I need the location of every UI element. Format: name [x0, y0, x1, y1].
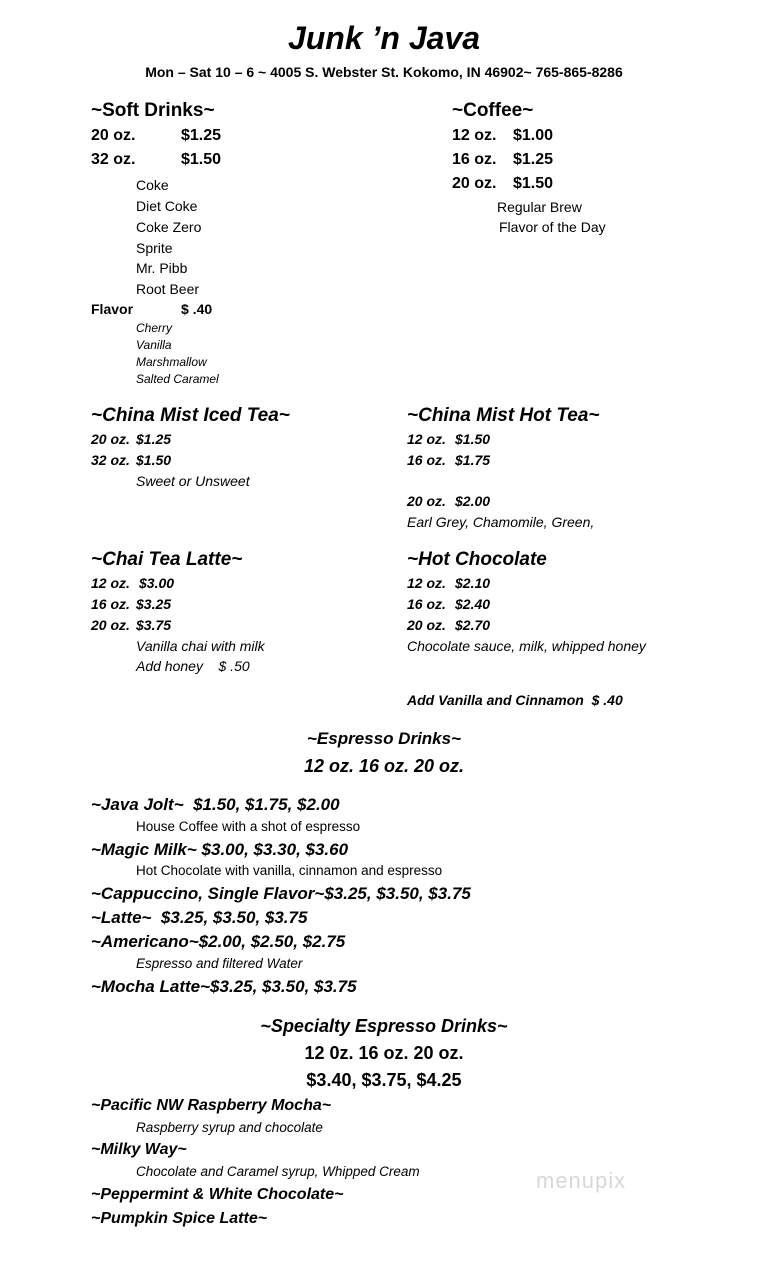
soft-price: $1.50 — [181, 151, 222, 168]
coffee-price: $1.25 — [513, 151, 554, 168]
hot-chocolate-heading: ~Hot Chocolate — [407, 549, 547, 570]
soft-size: 20 oz. — [91, 127, 136, 144]
espresso-item: ~Magic Milk~ $3.00, $3.30, $3.60 — [91, 840, 349, 859]
espresso-item-desc: Espresso and filtered Water — [136, 956, 303, 971]
hot-tea-size: 16 oz. — [407, 452, 446, 468]
flavor-item: Marshmallow — [136, 355, 207, 369]
soft-item: Root Beer — [136, 281, 200, 297]
flavor-item: Salted Caramel — [136, 372, 219, 386]
espresso-item: ~Cappuccino, Single Flavor~$3.25, $3.50, $3.75 — [91, 884, 471, 903]
specialty-prices: $3.40, $3.75, $4.25 — [306, 1070, 462, 1090]
soft-item: Diet Coke — [136, 198, 198, 214]
coffee-size: 12 oz. — [452, 127, 497, 144]
specialty-item: ~Milky Way~ — [91, 1141, 187, 1158]
coffee-item: Flavor of the Day — [499, 219, 606, 235]
coffee-heading: ~Coffee~ — [452, 100, 534, 121]
coffee-item: Regular Brew — [497, 199, 582, 215]
chai-note: Vanilla chai with milk — [136, 638, 265, 654]
specialty-item: ~Pumpkin Spice Latte~ — [91, 1210, 268, 1227]
flavor-item: Vanilla — [136, 338, 172, 352]
specialty-item: ~Pacific NW Raspberry Mocha~ — [91, 1097, 332, 1114]
hot-chocolate-size: 12 oz. — [407, 575, 446, 591]
espresso-item-desc: House Coffee with a shot of espresso — [136, 819, 361, 834]
hot-tea-price: $2.00 — [455, 493, 491, 509]
watermark-logo: menupix — [536, 1168, 627, 1193]
specialty-item: ~Peppermint & White Chocolate~ — [91, 1186, 344, 1203]
hot-tea-price: $1.50 — [455, 431, 491, 447]
espresso-sizes: 12 oz. 16 oz. 20 oz. — [303, 756, 465, 776]
soft-price: $1.25 — [181, 127, 222, 144]
hot-chocolate-size: 16 oz. — [407, 596, 446, 612]
specialty-item-desc: Raspberry syrup and chocolate — [136, 1120, 323, 1135]
hot-tea-heading: ~China Mist Hot Tea~ — [407, 405, 600, 426]
chai-size: 20 oz. — [91, 617, 130, 633]
coffee-size: 20 oz. — [452, 175, 497, 192]
chai-price: $3.25 — [136, 596, 172, 612]
espresso-item-desc: Hot Chocolate with vanilla, cinnamon and espresso — [136, 863, 443, 878]
hot-chocolate-price: $2.40 — [455, 596, 491, 612]
espresso-item: ~Java Jolt~ $1.50, $1.75, $2.00 — [91, 795, 340, 814]
soft-drinks-heading: ~Soft Drinks~ — [91, 100, 215, 121]
hot-tea-note: Earl Grey, Chamomile, Green, — [407, 514, 595, 530]
iced-tea-note: Sweet or Unsweet — [136, 473, 250, 489]
iced-tea-heading: ~China Mist Iced Tea~ — [91, 405, 290, 426]
chai-price: $3.75 — [136, 617, 172, 633]
flavor-item: Cherry — [136, 321, 173, 335]
chai-size: 16 oz. — [91, 596, 130, 612]
chai-size: 12 oz. — [91, 575, 130, 591]
specialty-sizes: 12 0z. 16 oz. 20 oz. — [304, 1043, 464, 1063]
iced-tea-size: 32 oz. — [91, 452, 130, 468]
flavor-price: $ .40 — [181, 301, 213, 317]
chai-addon: Add honey $ .50 — [136, 658, 250, 674]
soft-size: 32 oz. — [91, 151, 136, 168]
iced-tea-price: $1.50 — [136, 452, 172, 468]
hot-tea-size: 20 oz. — [407, 493, 446, 509]
coffee-price: $1.00 — [513, 127, 554, 144]
espresso-heading: ~Espresso Drinks~ — [306, 729, 462, 748]
espresso-item: ~Latte~ $3.25, $3.50, $3.75 — [91, 908, 308, 927]
hot-chocolate-size: 20 oz. — [407, 617, 446, 633]
espresso-item: ~Americano~$2.00, $2.50, $2.75 — [91, 932, 346, 951]
hot-chocolate-price: $2.10 — [455, 575, 491, 591]
store-info: Mon – Sat 10 – 6 ~ 4005 S. Webster St. Kokomo, IN 46902~ 765-865-8286 — [145, 64, 623, 80]
coffee-price: $1.50 — [513, 175, 554, 192]
hot-chocolate-price: $2.70 — [455, 617, 491, 633]
hot-tea-price: $1.75 — [455, 452, 491, 468]
soft-item: Coke — [136, 177, 169, 193]
specialty-heading: ~Specialty Espresso Drinks~ — [260, 1016, 508, 1036]
iced-tea-price: $1.25 — [136, 431, 172, 447]
espresso-item: ~Mocha Latte~$3.25, $3.50, $3.75 — [91, 977, 357, 996]
hot-chocolate-note: Chocolate sauce, milk, whipped honey — [407, 638, 646, 654]
hot-tea-size: 12 oz. — [407, 431, 446, 447]
flavor-label: Flavor — [91, 301, 134, 317]
specialty-item-desc: Chocolate and Caramel syrup, Whipped Cream — [136, 1164, 420, 1179]
chai-heading: ~Chai Tea Latte~ — [91, 549, 243, 570]
chai-price: $3.00 — [139, 575, 175, 591]
page-title: Junk ’n Java — [287, 20, 481, 56]
soft-item: Sprite — [136, 240, 173, 256]
hot-chocolate-addon: Add Vanilla and Cinnamon $ .40 — [407, 692, 623, 708]
coffee-size: 16 oz. — [452, 151, 497, 168]
soft-item: Coke Zero — [136, 219, 202, 235]
iced-tea-size: 20 oz. — [91, 431, 130, 447]
soft-item: Mr. Pibb — [136, 260, 188, 276]
